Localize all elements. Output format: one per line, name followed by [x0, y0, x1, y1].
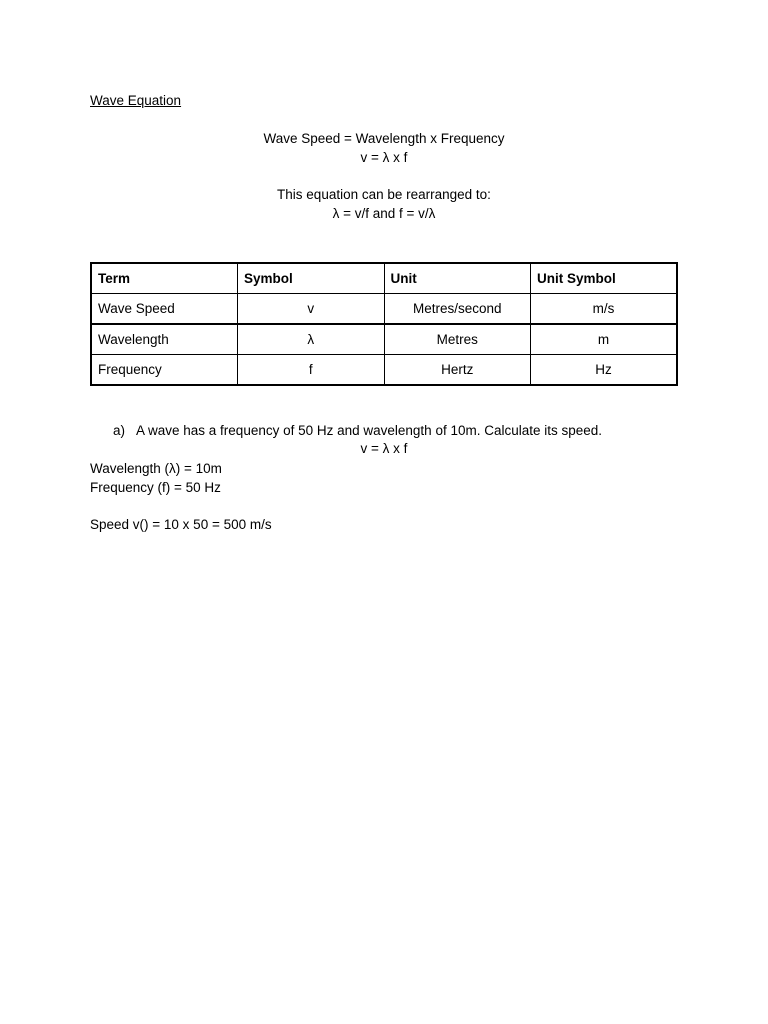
- given-wavelength: Wavelength (λ) = 10m: [90, 461, 222, 476]
- cell-unit-symbol: m/s: [531, 294, 678, 325]
- question-marker: a): [113, 423, 126, 438]
- question-formula: v = λ x f: [360, 441, 408, 456]
- answer-line: Speed v() = 10 x 50 = 500 m/s: [90, 517, 272, 532]
- rearranged-equations: λ = v/f and f = v/λ: [332, 206, 436, 221]
- cell-symbol: v: [238, 294, 385, 325]
- table-row: [91, 355, 677, 386]
- cell-symbol: λ: [238, 324, 385, 355]
- header-unit: Unit: [384, 263, 531, 294]
- table-header-row: [91, 263, 677, 294]
- given-frequency: Frequency (f) = 50 Hz: [90, 480, 221, 495]
- cell-unit: Metres: [384, 324, 531, 355]
- header-term: Term: [91, 263, 238, 294]
- rearrange-intro: This equation can be rearranged to:: [277, 187, 491, 202]
- header-symbol: Symbol: [238, 263, 385, 294]
- question-text: A wave has a frequency of 50 Hz and wavelength of 10m. Calculate its speed.: [136, 423, 603, 438]
- cell-unit-symbol: m: [531, 324, 678, 355]
- header-unit-symbol: Unit Symbol: [531, 263, 678, 294]
- table-row: [91, 324, 677, 355]
- equation-symbols: v = λ x f: [360, 150, 408, 165]
- cell-unit: Metres/second: [384, 294, 531, 325]
- equation-words: Wave Speed = Wavelength x Frequency: [263, 131, 505, 146]
- cell-term: Frequency: [91, 355, 238, 386]
- cell-unit: Hertz: [384, 355, 531, 386]
- cell-term: Wave Speed: [91, 294, 238, 325]
- cell-unit-symbol: Hz: [531, 355, 678, 386]
- table-row: [91, 294, 677, 325]
- cell-symbol: f: [238, 355, 385, 386]
- terms-table: [90, 262, 678, 386]
- cell-term: Wavelength: [91, 324, 238, 355]
- page-title: Wave Equation: [90, 93, 182, 108]
